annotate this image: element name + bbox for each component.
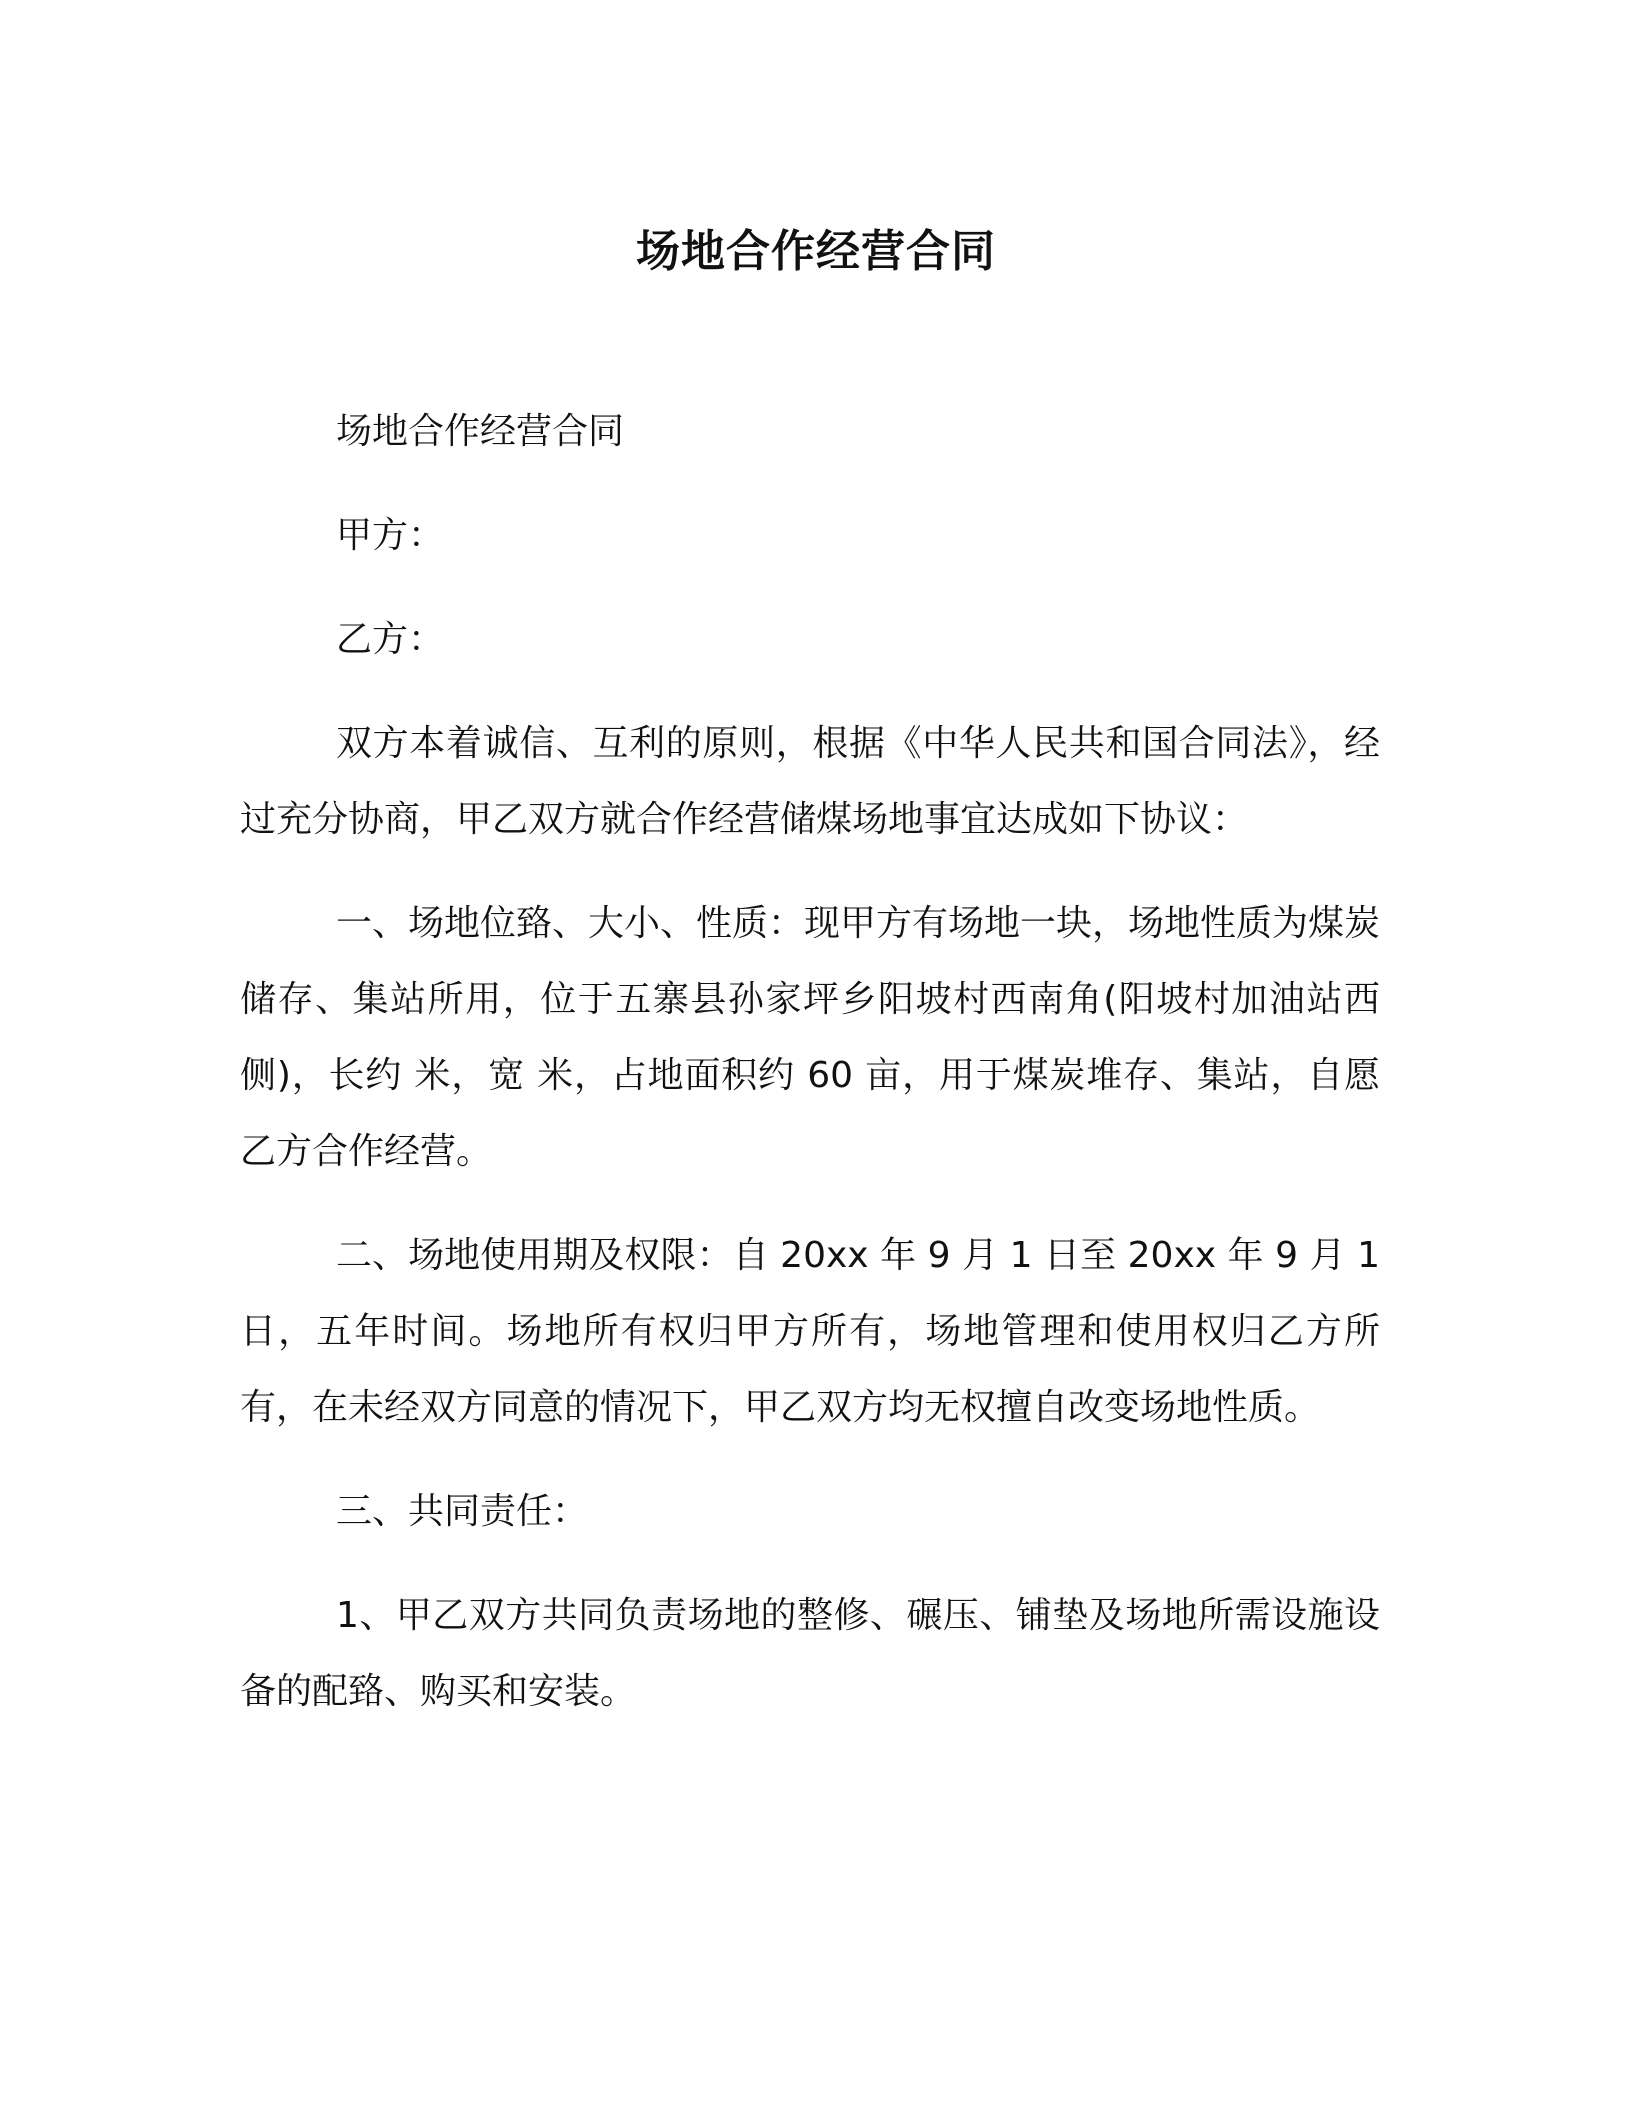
paragraph-preamble: 双方本着诚信、互利的原则，根据《中华人民共和国合同法》，经过充分协商，甲乙双方就合作经营储煤场地事宜达成如下协议： [240, 723, 1380, 840]
paragraph-party-b: 乙方： [336, 619, 445, 660]
paragraph-clause-1: 一、场地位臵、大小、性质：现甲方有场地一块，场地性质为煤炭储存、集站所用，位于五寨县孙家坪乡阳坡村西南角(阳坡村加油站西侧)，长约 米，宽 米，占地面积约 60 亩，用于煤炭堆存、集站，自愿乙方合作经营。 [240, 903, 1381, 1172]
document-body [240, 394, 1380, 1758]
paragraph-party-a: 甲方： [336, 515, 445, 556]
document-title: 场地合作经营合同 [636, 226, 996, 277]
paragraph-clause-3-1: 1、甲乙双方共同负责场地的整修、碾压、铺垫及场地所需设施设备的配臵、购买和安装。 [240, 1595, 1380, 1712]
paragraph-clause-3: 三、共同责任： [336, 1491, 589, 1532]
paragraph-clause-2: 二、场地使用期及权限：自 20xx 年 9 月 1 日至 20xx 年 9 月 1 日，五年时间。场地所有权归甲方所有，场地管理和使用权归乙方所有，在未经双方同意的情况下，甲乙双方均无权擅自改变场地性质。 [240, 1235, 1380, 1428]
paragraph-heading: 场地合作经营合同 [336, 411, 625, 452]
